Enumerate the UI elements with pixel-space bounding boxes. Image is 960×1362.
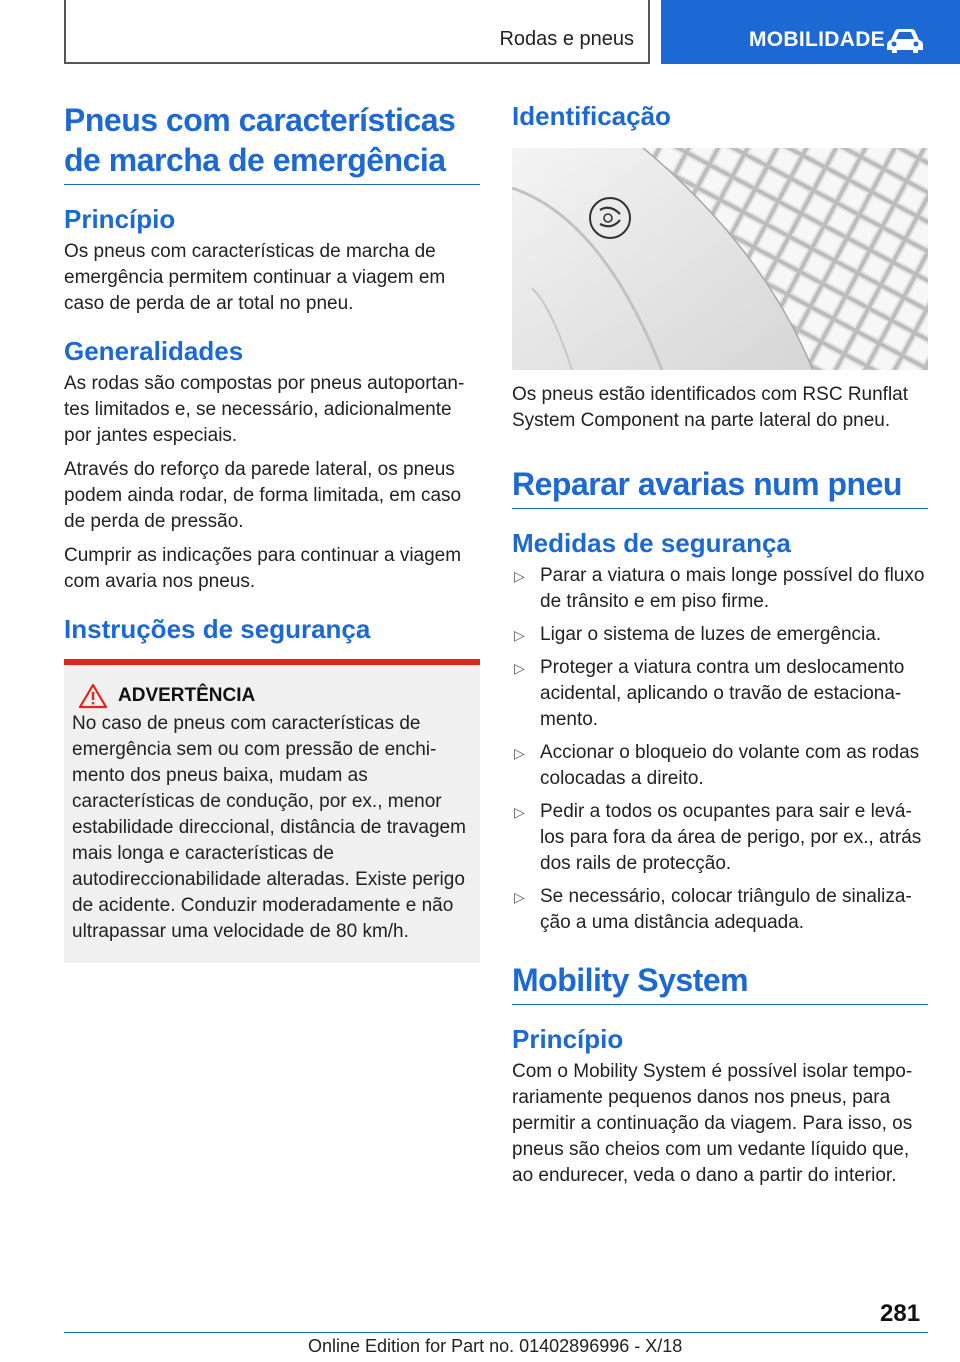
warning-box <box>64 659 480 963</box>
triangle-bullet-icon: ▷ <box>514 627 525 643</box>
list-item: ▷ Se necessário, colocar triângulo de sinalização a uma distância adequada. <box>514 886 912 933</box>
mobility-principle-text: Com o Mobility System é possível isolar temporariamente pequenos danos nos pneus, para permitir a continuação da viagem. Para isso, os pneus são cheios com um vedante líquido que, ao endurecer, veda o dano a partir do interior. <box>512 1061 913 1186</box>
general-paragraph-1: As rodas são compostas por pneus autoportantes limitados e, se necessário, adicionalmente por jantes especiais. <box>64 373 465 446</box>
section-heading-runflat: Pneus com características de marcha de emergência <box>64 100 480 185</box>
triangle-bullet-icon: ▷ <box>514 889 525 905</box>
section-heading-mobility: Mobility System <box>512 960 928 1005</box>
general-paragraph-2: Através do reforço da parede lateral, os pneus podem ainda rodar, de forma limitada, em caso de perda de pressão. <box>64 459 462 532</box>
chapter-tab[interactable] <box>661 0 960 64</box>
header-section-box <box>64 0 650 64</box>
car-icon <box>885 26 925 56</box>
warning-header <box>72 683 472 709</box>
identification-text: Os pneus estão identificados com RSC Runflat System Component na parte lateral do pneu. <box>512 384 909 431</box>
list-item: ▷ Pedir a todos os ocupantes para sair e levá-los para fora da área de perigo, por ex., atrás dos rails de protecção. <box>514 801 922 874</box>
tire-sidewall-illustration <box>512 148 928 370</box>
left-column <box>64 100 480 963</box>
footer-divider <box>64 1332 928 1333</box>
list-item: ▷ Ligar o sistema de luzes de emergência. <box>512 622 928 648</box>
warning-text: No caso de pneus com características de emergência sem ou com pressão de enchimento dos pneus baixa, mudam as características de condução, por ex., menor estabilidade direccional, distância de travagem mais longa e características de autodireccionabilidade alteradas. Existe perigo de acidente. Conduzir moderadamente e não ultrapassar uma velocidade de 80 km/h. <box>72 713 466 942</box>
triangle-bullet-icon: ▷ <box>514 804 525 820</box>
section-heading-repair: Reparar avarias num pneu <box>512 464 928 509</box>
triangle-bullet-icon: ▷ <box>514 568 525 584</box>
subheading-identification: Identificação <box>512 101 671 131</box>
list-item: ▷ Accionar o bloqueio do volante com as rodas colocadas a direito. <box>514 742 920 789</box>
general-paragraph-3: Cumprir as indicações para continuar a viagem com avaria nos pneus. <box>64 545 462 592</box>
triangle-bullet-icon: ▷ <box>514 660 525 676</box>
chapter-tab-label: MOBILIDADE <box>749 28 885 51</box>
list-item: ▷ Parar a viatura o mais longe possível do fluxo de trânsito e em piso firme. <box>514 565 925 612</box>
principle-text: Os pneus com características de marcha de emergência permitem continuar a viagem em caso de perda de ar total no pneu. <box>64 241 446 314</box>
subheading-safety: Instruções de segurança <box>64 614 371 644</box>
footer-edition: Online Edition for Part no. 01402896996 - X/18 <box>308 1336 683 1356</box>
safety-measures-list <box>512 563 928 936</box>
subheading-safety-measures: Medidas de segurança <box>512 528 791 558</box>
list-item: ▷ Proteger a viatura contra um deslocamento acidental, aplicando o travão de estacionamento. <box>514 657 905 730</box>
page-number: 281 <box>880 1300 921 1327</box>
right-column <box>512 100 928 1197</box>
warning-triangle-icon <box>78 683 108 709</box>
subheading-mobility-principle: Princípio <box>512 1024 624 1054</box>
triangle-bullet-icon: ▷ <box>514 745 525 761</box>
warning-title: ADVERTÊNCIA <box>118 685 256 706</box>
subheading-principle: Princípio <box>64 204 176 234</box>
section-title: Rodas e pneus <box>499 28 634 50</box>
subheading-general: Generalidades <box>64 336 244 366</box>
